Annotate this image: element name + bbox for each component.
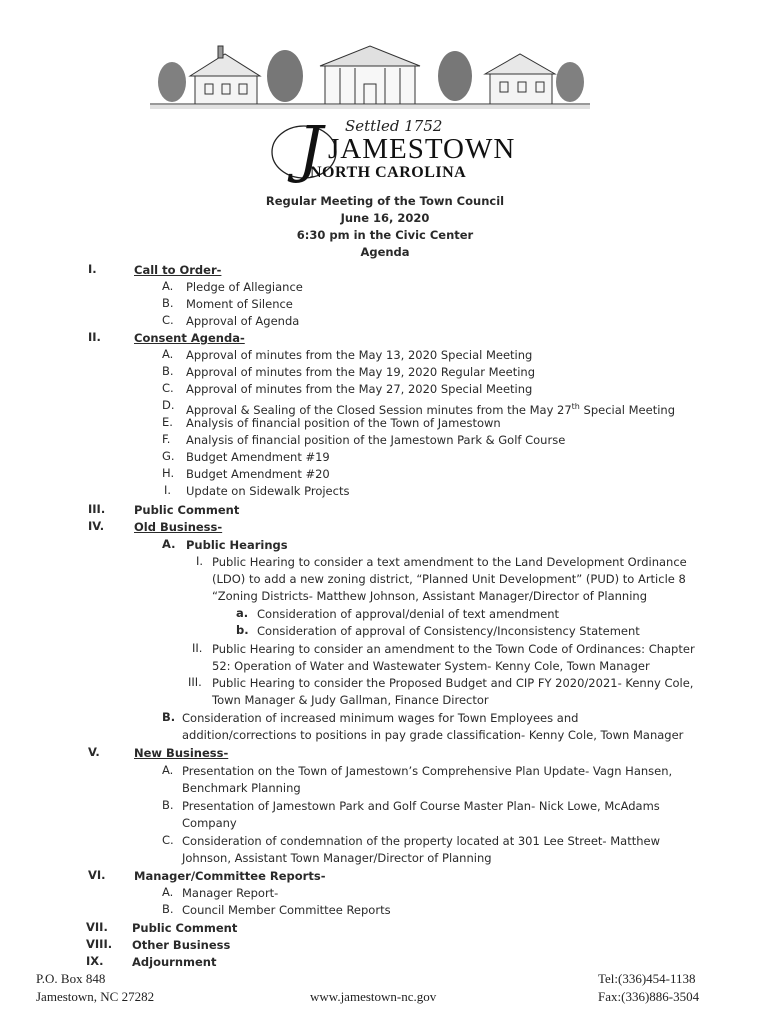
footer-city: Jamestown, NC 27282 [36, 989, 155, 1004]
item-numeral: II. [192, 641, 203, 655]
item-letter: A. [162, 279, 174, 293]
footer-fax: Fax:(336)886-3504 [598, 989, 700, 1004]
section-title-other-business: Other Business [132, 938, 231, 952]
item-letter: C. [162, 313, 174, 327]
section-number: I. [88, 262, 97, 276]
item-letter: B. [162, 710, 176, 724]
item-numeral: III. [188, 675, 202, 689]
section-title-call-to-order: Call to Order- [134, 263, 222, 277]
agenda-item-line: addition/corrections to positions in pay grade classification- Kenny Cole, Town Manager [182, 728, 684, 742]
agenda-item-line: Company [182, 816, 237, 830]
section-title-adjournment: Adjournment [132, 955, 217, 969]
item-letter: I. [164, 483, 172, 497]
agenda-item-line: (LDO) to add a new zoning district, “Planned Unit Development” (PUD) to Article 8 [212, 572, 686, 586]
section-number: VI. [88, 868, 106, 882]
section-number: IX. [86, 954, 104, 968]
item-letter: A. [162, 763, 174, 777]
section-number: V. [88, 745, 100, 759]
item-letter: C. [162, 833, 174, 847]
section-title-old-business: Old Business- [134, 520, 223, 534]
item-numeral: I. [196, 554, 204, 568]
agenda-item: Approval of minutes from the May 19, 2020 Regular Meeting [186, 365, 535, 379]
agenda-item: Manager Report- [182, 886, 279, 900]
item-letter: E. [162, 415, 173, 429]
agenda-item-line: Town Manager & Judy Gallman, Finance Director [212, 693, 489, 707]
agenda-subitem: Consideration of approval of Consistency/Inconsistency Statement [257, 624, 640, 638]
agenda-item: Analysis of financial position of the Town of Jamestown [186, 416, 501, 430]
section-title-public-comment: Public Comment [134, 503, 240, 517]
agenda-item-line: Consideration of increased minimum wages for Town Employees and [182, 711, 579, 725]
agenda-item-line: Presentation on the Town of Jamestown’s Comprehensive Plan Update- Vagn Hansen, [182, 764, 673, 778]
item-letter: B. [162, 296, 174, 310]
agenda-item: Moment of Silence [186, 297, 293, 311]
agenda-item-line: “Zoning Districts- Matthew Johnson, Assistant Manager/Director of Planning [212, 589, 648, 603]
item-letter: A. [162, 537, 176, 551]
item-letter: B. [162, 902, 174, 916]
agenda-heading: Agenda [360, 245, 410, 259]
item-letter: A. [162, 885, 174, 899]
meeting-time-place: 6:30 pm in the Civic Center [296, 228, 474, 242]
item-letter: B. [162, 364, 174, 378]
section-number: IV. [88, 519, 105, 533]
agenda-item: Budget Amendment #19 [186, 450, 330, 464]
subitem-letter: b. [236, 623, 249, 637]
town-name: JAMESTOWN [328, 133, 516, 165]
agenda-item: Pledge of Allegiance [186, 280, 303, 294]
ordinal-suffix: th [571, 402, 580, 411]
item-letter: H. [162, 466, 175, 480]
agenda-item-public-hearings: Public Hearings [186, 538, 288, 552]
agenda-item-line: Public Hearing to consider an amendment to the Town Code of Ordinances: Chapter [212, 642, 695, 656]
section-title-public-comment: Public Comment [132, 921, 238, 935]
section-title-consent-agenda: Consent Agenda- [134, 331, 245, 345]
item-letter: G. [162, 449, 175, 463]
footer-tel: Tel:(336)454-1138 [598, 971, 696, 986]
agenda-item: Update on Sidewalk Projects [186, 484, 350, 498]
item-text: Approval & Sealing of the Closed Session minutes from the May 27 [186, 402, 572, 417]
section-number: III. [88, 502, 106, 516]
agenda-item: Approval of minutes from the May 13, 2020 Special Meeting [186, 348, 533, 362]
section-title-new-business: New Business- [134, 746, 229, 760]
section-title-reports: Manager/Committee Reports- [134, 869, 326, 883]
state-name: NORTH CAROLINA [310, 164, 467, 181]
meeting-date: June 16, 2020 [340, 211, 430, 225]
footer-po-box: P.O. Box 848 [36, 971, 106, 986]
subitem-letter: a. [236, 606, 249, 620]
agenda-item: Budget Amendment #20 [186, 467, 330, 481]
section-number: VII. [86, 920, 108, 934]
item-letter: F. [162, 432, 171, 446]
agenda-item: Council Member Committee Reports [182, 903, 391, 917]
item-letter: D. [162, 398, 175, 412]
footer-website[interactable]: www.jamestown-nc.gov [310, 989, 437, 1004]
item-letter: A. [162, 347, 174, 361]
settled-year: Settled 1752 [345, 117, 443, 135]
agenda-subitem: Consideration of approval/denial of text amendment [257, 607, 560, 621]
agenda-item: Analysis of financial position of the Jamestown Park & Golf Course [186, 433, 566, 447]
item-letter: B. [162, 798, 174, 812]
svg-text:J: J [298, 112, 323, 185]
meeting-title: Regular Meeting of the Town Council [265, 194, 505, 208]
section-number: II. [88, 330, 101, 344]
town-hall-illustration [150, 36, 590, 110]
agenda-item-line: Consideration of condemnation of the property located at 301 Lee Street- Matthew [182, 834, 660, 848]
agenda-item-line: Presentation of Jamestown Park and Golf Course Master Plan- Nick Lowe, McAdams [182, 799, 660, 813]
agenda-item-line: Johnson, Assistant Town Manager/Director of Planning [182, 851, 492, 865]
agenda-item-line: 52: Operation of Water and Wastewater System- Kenny Cole, Town Manager [212, 659, 650, 673]
item-letter: C. [162, 381, 174, 395]
item-text-tail: Special Meeting [579, 402, 676, 417]
agenda-item-line: Public Hearing to consider a text amendment to the Land Development Ordinance [212, 555, 687, 569]
agenda-item: Approval of Agenda [186, 314, 300, 328]
agenda-item-line: Benchmark Planning [182, 781, 301, 795]
agenda-item-line: Public Hearing to consider the Proposed Budget and CIP FY 2020/2021- Kenny Cole, [212, 676, 694, 690]
agenda-item: Approval of minutes from the May 27, 2020 Special Meeting [186, 382, 533, 396]
section-number: VIII. [86, 937, 113, 951]
